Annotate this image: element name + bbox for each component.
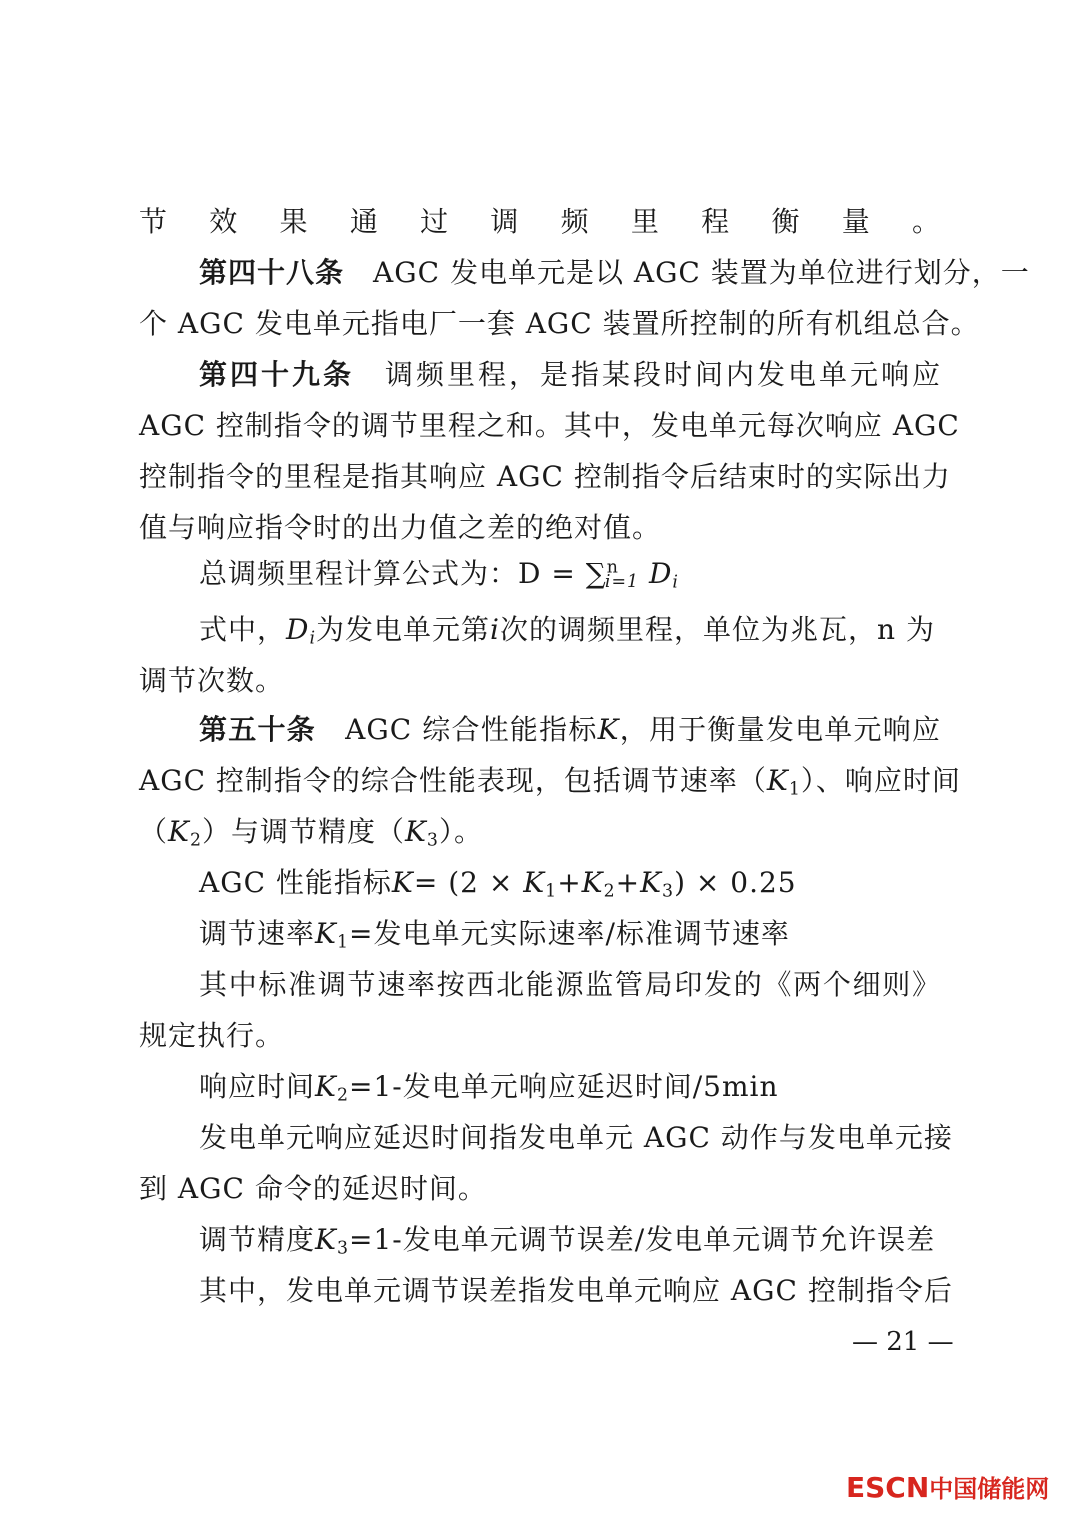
text-line: 到 AGC 命令的延迟时间。: [139, 1172, 487, 1205]
formula-k1: 调节速率$K_1=$发电单元实际速率/标准调节速率: [199, 917, 790, 953]
text-line: $(K_2)$与调节精度$(K_3)$。: [139, 815, 483, 851]
escn-logo: [846, 1470, 1049, 1507]
formula-k3: 调节精度$K_3=1-$发电单元调节误差/发电单元调节允许误差: [199, 1223, 936, 1259]
article-49: 第四十九条 调频里程，是指某段时间内发电单元响应: [199, 358, 941, 391]
text-line: AGC 控制指令的调节里程之和。其中，发电单元每次响应 AGC: [139, 409, 960, 442]
article-heading: 第四十八条: [199, 256, 345, 289]
formula-k2: 响应时间$K_2=1-$发电单元响应延迟时间/5min: [199, 1070, 779, 1106]
text-line: 节效果通过调频里程衡量。: [139, 205, 941, 238]
article-heading: 第四十九条: [199, 358, 354, 391]
page-number: — 21 —: [852, 1327, 954, 1357]
text-line: 其中，发电单元调节误差指发电单元响应 AGC 控制指令后: [199, 1274, 953, 1307]
text-line: 个 AGC 发电单元指电厂一套 AGC 装置所控制的所有机组总合。: [139, 307, 980, 340]
logo-latin: ESCN: [846, 1471, 930, 1504]
text-line: 值与响应指令时的出力值之差的绝对值。: [139, 511, 662, 544]
text-line: 规定执行。: [139, 1019, 285, 1052]
text-line: 调节次数。: [139, 664, 285, 697]
formula-agc-index: AGC 性能指标$K= (2 \times K_1+K_2+K_3) \times 0.25$: [199, 866, 797, 902]
text-line: 控制指令的里程是指其响应 AGC 控制指令后结束时的实际出力: [139, 460, 951, 493]
article-48: 第四十八条 AGC 发电单元是以 AGC 装置为单位进行划分，一: [199, 256, 1030, 289]
article-50: 第五十条 AGC 综合性能指标K，用于衡量发电单元响应: [199, 713, 941, 746]
text-line: 式中，$D_i$为发电单元第i次的调频里程，单位为兆瓦，n 为: [199, 613, 935, 649]
text-line: 发电单元响应延迟时间指发电单元 AGC 动作与发电单元接: [199, 1121, 953, 1154]
logo-chinese: 中国储能网: [929, 1475, 1050, 1503]
text-line: AGC 控制指令的综合性能表现，包括调节速率$(K_1)$、响应时间: [139, 764, 961, 800]
article-heading: 第五十条: [199, 713, 316, 746]
formula-total-mileage: 总调频里程计算公式为：D = ∑$^n_{i=1}$ $D_i$: [199, 557, 679, 593]
text-line: 其中标准调节速率按西北能源监管局印发的《两个细则》: [199, 968, 941, 1001]
